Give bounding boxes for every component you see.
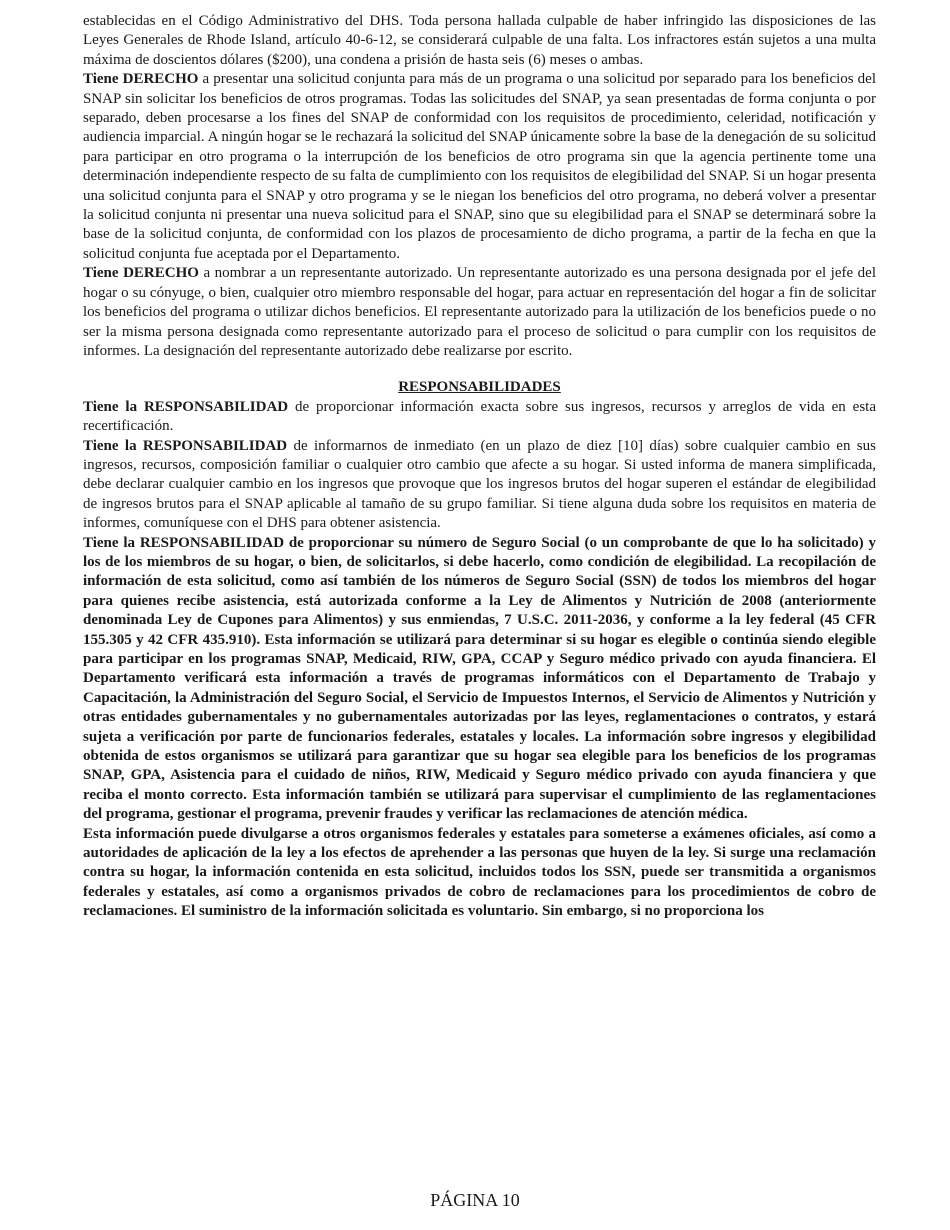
intro-paragraph: establecidas en el Código Administrativo del DHS. Toda persona hallada culpable de haber infringido las disposiciones de las Leyes Generales de Rhode Island, artículo 40-6-12, se considerará culpable de una falta. Los infractores están sujetos a una multa máxima de doscientos dólares ($200), una condena a prisión de hasta seis (6) meses o ambas. xyxy=(83,13,876,68)
responsibility-lead-pre: Tiene la xyxy=(83,398,144,415)
responsibility-accurate-info xyxy=(83,398,876,437)
right-lead: Tiene DERECHO xyxy=(83,265,199,282)
right-joint-application xyxy=(83,70,876,264)
responsibility-text: de informarnos de inmediato (en un plazo de diez [10] días) sobre cualquier cambio en sus ingresos, recursos, composición familiar o cualquier otro cambio que afecte a su hogar. Si usted informa de manera simplificada, debe declarar cualquier cambio en los ingresos que provoque que los ingresos brutos del hogar superen el estándar de elegibilidad de ingresos brutos para el SNAP aplicable al tamaño de su grupo familiar. Si tiene alguna duda sobre los requisitos en materia de informes, comuníquese con el DHS para obtener asistencia. xyxy=(83,437,876,532)
right-authorized-representative xyxy=(83,264,876,361)
disclosure-paragraph: Esta información puede divulgarse a otros organismos federales y estatales para someterse a exámenes oficiales, así como a autoridades de aplicación de la ley a los efectos de aprehender a las personas que huyen de la ley. Si surge una reclamación contra su hogar, la información contenida en esta solicitud, incluidos todos los SSN, puede ser transmitida a organismos federales y estatales, así como a organismos privados de cobro de reclamaciones para los procedimientos de cobro de reclamaciones. El suministro de la información solicitada es voluntario. Sin embargo, si no proporciona los xyxy=(83,825,876,920)
responsibilities-heading: RESPONSABILIDADES xyxy=(398,379,561,396)
responsibility-lead-pre: Tiene la xyxy=(83,437,143,454)
responsibility-report-changes xyxy=(83,437,876,534)
right-text: a nombrar a un representante autorizado. Un representante autorizado es una persona designada por el jefe del hogar o su cónyuge, o bien, cualquier otro miembro responsable del hogar, para actuar en representación del hogar a fin de solicitar los beneficios del programa o utilizar dichos beneficios. El representante autorizado para la utilización de los beneficios puede o no ser la misma persona designada como representante autorizado para el proceso de solicitud o para cumplir con los requisitos de informes. La designación del representante autorizado debe realizarse por escrito. xyxy=(83,265,877,359)
page-number: PÁGINA 10 xyxy=(430,1190,520,1210)
ssn-paragraph: Tiene la RESPONSABILIDAD de proporcionar su número de Seguro Social (o un comprobante de que lo ha solicitado) y los de los miembros de su hogar, o bien, de solicitarlos, si debe hacerlo, como condición de elegibilidad. La recopilación de información de esta solicitud, como así también de los números de Seguro Social (SSN) de todos los miembros del hogar para quienes recibe asistencia, está autorizada conforme a la Ley de Alimentos y Nutrición de 2008 (anteriormente denominada Ley de Cupones para Alimentos) y sus enmiendas, 7 U.S.C. 2011-2036, y conforme a la ley federal (45 CFR 155.305 y 42 CFR 435.910). Esta información se utilizará para determinar si su hogar es elegible o continúa siendo elegible para participar en los programas SNAP, Medicaid, RIW, GPA, CCAP y Seguro médico privado con ayuda financiera. El Departamento verificará esta información a través de programas informáticos con el Departamento de Trabajo y Capacitación, la Administración del Seguro Social, el Servicio de Impuestos Internos, el Servicio de Alimentos y Nutrición y otras entidades gubernamentales y no gubernamentales autorizadas por las leyes, reglamentaciones o contratos, y estará sujeta a verificación por parte de funcionarios federales, estatales y locales. La información sobre ingresos y elegibilidad obtenida de estos organismos se utilizará para garantizar que su hogar sea elegible para los beneficios de los programas SNAP, GPA, Asistencia para el cuidado de niños, RIW, Medicaid y Seguro médico privado con ayuda financiera y que reciba el monto correcto. Esta información también se utilizará para supervisar el cumplimiento de las reglamentaciones del programa, gestionar el programa, prevenir fraudes y verificar las reclamaciones de atención médica. xyxy=(83,534,876,823)
responsibility-lead: RESPONSABILIDAD xyxy=(142,437,288,454)
right-lead: Tiene DERECHO xyxy=(83,71,199,88)
responsibility-lead: RESPONSABILIDAD xyxy=(143,398,289,415)
right-text: a presentar una solicitud conjunta para más de un programa o una solicitud por separado para los beneficios del SNAP sin solicitar los beneficios de otros programas. Todas las solicitudes del SNAP, ya sean presentadas de forma conjunta o por separado, deben procesarse a los fines del SNAP de conformidad con los requisitos de procedimiento, celeridad, notificación y audiencia imparcial. A ningún hogar se le rechazará la solicitud del SNAP únicamente sobre la base de la denegación de su solicitud para participar en otro programa o la interrupción de los beneficios de otro programa sin que la agencia pertinente tome una determinación independiente respecto de su falta de cumplimiento con los requisitos de elegibilidad del SNAP. Si un hogar presenta una solicitud conjunta para el SNAP y otro programa y se le niegan los beneficios del otro programa, no deberá volver a presentar la solicitud conjunta ni presentar una nueva solicitud para el SNAP, sino que su elegibilidad para el SNAP se determinará sobre la base de la solicitud conjunta, de conformidad con los plazos de procesamiento de dicho programa, a partir de la fecha en que la solicitud conjunta fue aceptada por el Departamento. xyxy=(83,71,876,262)
responsibility-text: de proporcionar información exacta sobre sus ingresos, recursos y arreglos de vida en esta recertificación. xyxy=(83,398,876,435)
document-body xyxy=(83,12,876,922)
